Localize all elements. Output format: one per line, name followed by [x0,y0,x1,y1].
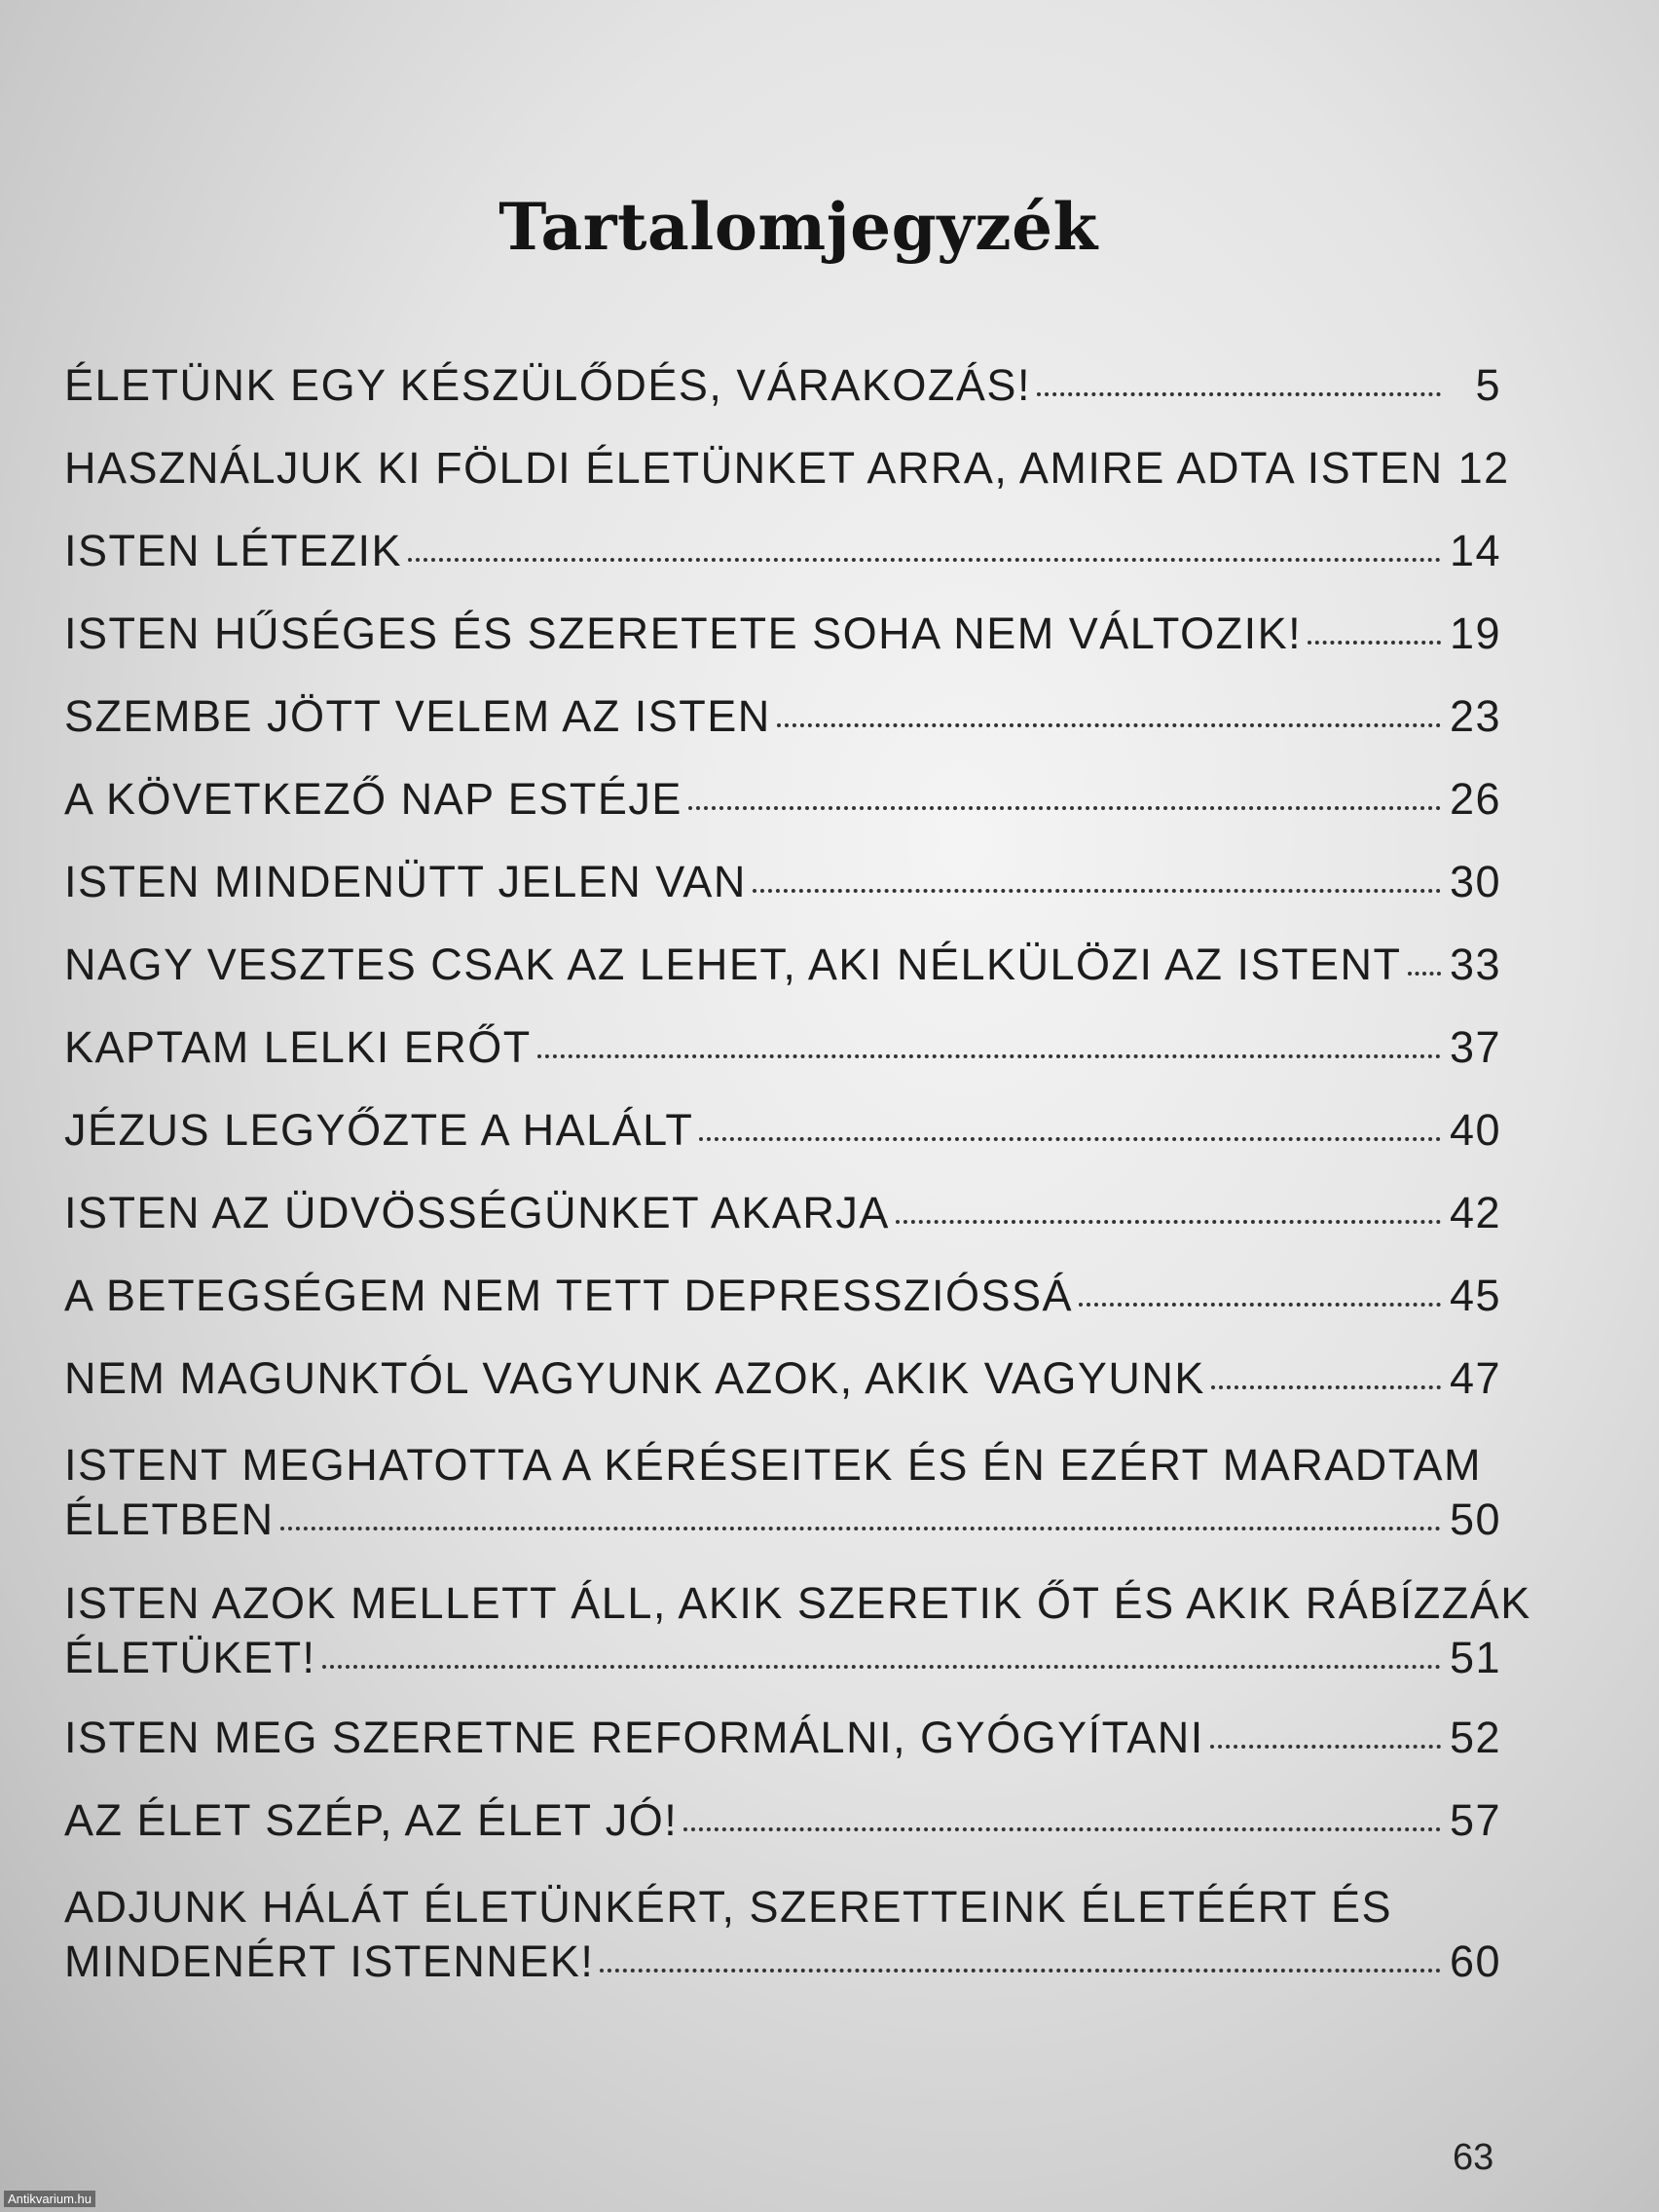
toc-entry-page: 47 [1449,1353,1501,1403]
dot-leader [1308,641,1441,645]
toc-entry-page: 51 [1449,1633,1501,1682]
toc-entry [64,940,1501,1022]
toc-entry-title: A BETEGSÉGEM NEM TETT DEPRESSZIÓSSÁ [64,1271,1074,1320]
toc-entry-page: 14 [1449,526,1501,575]
toc-entry-title: ÉLETBEN [64,1494,275,1544]
toc-entry [64,1795,1501,1878]
dot-leader [896,1220,1441,1224]
toc-entry-title: ISTEN MEG SZERETNE REFORMÁLNI, GYÓGYÍTANI [64,1713,1204,1762]
toc-entry [64,1022,1501,1105]
toc-entry-title-line1: ISTENT MEGHATOTTA A KÉRÉSEITEK ÉS ÉN EZÉRT MARADTAM [64,1440,1482,1490]
toc-entry-page: 57 [1449,1795,1501,1845]
toc-entry-title-line1: ADJUNK HÁLÁT ÉLETÜNKÉRT, SZERETTEINK ÉLETÉÉRT ÉS [64,1882,1393,1932]
toc-entry [64,1713,1501,1795]
toc-entry-title: A KÖVETKEZŐ NAP ESTÉJE [64,774,682,824]
dot-leader [280,1527,1441,1530]
toc-entry-title: ISTEN LÉTEZIK [64,526,403,575]
toc-entry-title: ISTEN AZ ÜDVÖSSÉGÜNKET AKARJA [64,1188,890,1237]
dot-leader [699,1137,1441,1141]
toc-entry-title: NEM MAGUNKTÓL VAGYUNK AZOK, AKIK VAGYUNK [64,1353,1205,1403]
toc-entry-title-line1: ISTEN AZOK MELLETT ÁLL, AKIK SZERETIK ŐT ÉS AKIK RÁBÍZZÁK [64,1578,1531,1628]
dot-leader [777,723,1441,727]
toc-entry [64,360,1501,443]
toc-entry [64,1436,1501,1574]
dot-leader [1408,972,1441,976]
toc-entry-page: 26 [1449,774,1501,824]
toc-entry [64,443,1510,526]
toc-entry-page: 45 [1449,1271,1501,1320]
toc-entry [64,774,1501,857]
toc-entry-title: AZ ÉLET SZÉP, AZ ÉLET JÓ! [64,1795,679,1845]
toc-entry [64,857,1501,940]
toc-entry-page: 12 [1457,443,1510,493]
dot-leader [322,1665,1441,1669]
toc-entry-title: JÉZUS LEGYŐZTE A HALÁLT [64,1105,694,1155]
toc-entry [64,1188,1501,1271]
toc-entry-title: SZEMBE JÖTT VELEM AZ ISTEN [64,691,771,741]
toc-entry-page: 50 [1449,1494,1501,1544]
dot-leader [1079,1303,1441,1307]
toc-entry-page: 37 [1449,1022,1501,1072]
toc-entry [64,1878,1501,2016]
toc-entry [64,691,1501,774]
dot-leader [537,1054,1441,1058]
toc-entry-page: 5 [1475,360,1501,410]
toc-entry-page: 19 [1449,608,1501,658]
toc-entry-title: MINDENÉRT ISTENNEK! [64,1936,595,1986]
page-title: Tartalomjegyzék [498,189,1098,266]
toc-entry [64,1353,1501,1436]
toc-entry-page: 33 [1449,940,1501,989]
toc-entry-title: KAPTAM LELKI ERŐT [64,1022,532,1072]
toc-entry [64,526,1501,608]
watermark: Antikvarium.hu [4,2191,95,2207]
dot-leader [600,1969,1441,1972]
toc-entry-title: ISTEN MINDENÜTT JELEN VAN [64,857,747,906]
toc-entry-title: HASZNÁLJUK KI FÖLDI ÉLETÜNKET ARRA, AMIRE ADTA ISTEN [64,443,1444,493]
toc-entry-page: 52 [1449,1713,1501,1762]
toc-entry-title: ÉLETÜNK EGY KÉSZÜLŐDÉS, VÁRAKOZÁS! [64,360,1031,410]
toc-entry [64,1271,1501,1353]
toc-entry-page: 42 [1449,1188,1501,1237]
toc-entry [64,1574,1531,1713]
toc-entry-title: ISTEN HŰSÉGES ÉS SZERETETE SOHA NEM VÁLTOZIK! [64,608,1303,658]
dot-leader [1037,392,1441,396]
dot-leader [1210,1745,1441,1749]
toc-entry-page: 30 [1449,857,1501,906]
dot-leader [683,1827,1441,1831]
page-number: 63 [1453,2137,1494,2178]
toc-entry [64,608,1501,691]
toc-entry-title: ÉLETÜKET! [64,1633,316,1682]
table-of-contents [64,360,1531,2016]
dot-leader [753,889,1441,893]
toc-entry-title: NAGY VESZTES CSAK AZ LEHET, AKI NÉLKÜLÖZI AZ ISTENT [64,940,1402,989]
toc-entry [64,1105,1501,1188]
toc-entry-page: 23 [1449,691,1501,741]
toc-entry-page: 40 [1449,1105,1501,1155]
toc-entry-page: 60 [1449,1936,1501,1986]
dot-leader [688,806,1441,810]
dot-leader [408,558,1441,562]
dot-leader [1211,1385,1441,1389]
